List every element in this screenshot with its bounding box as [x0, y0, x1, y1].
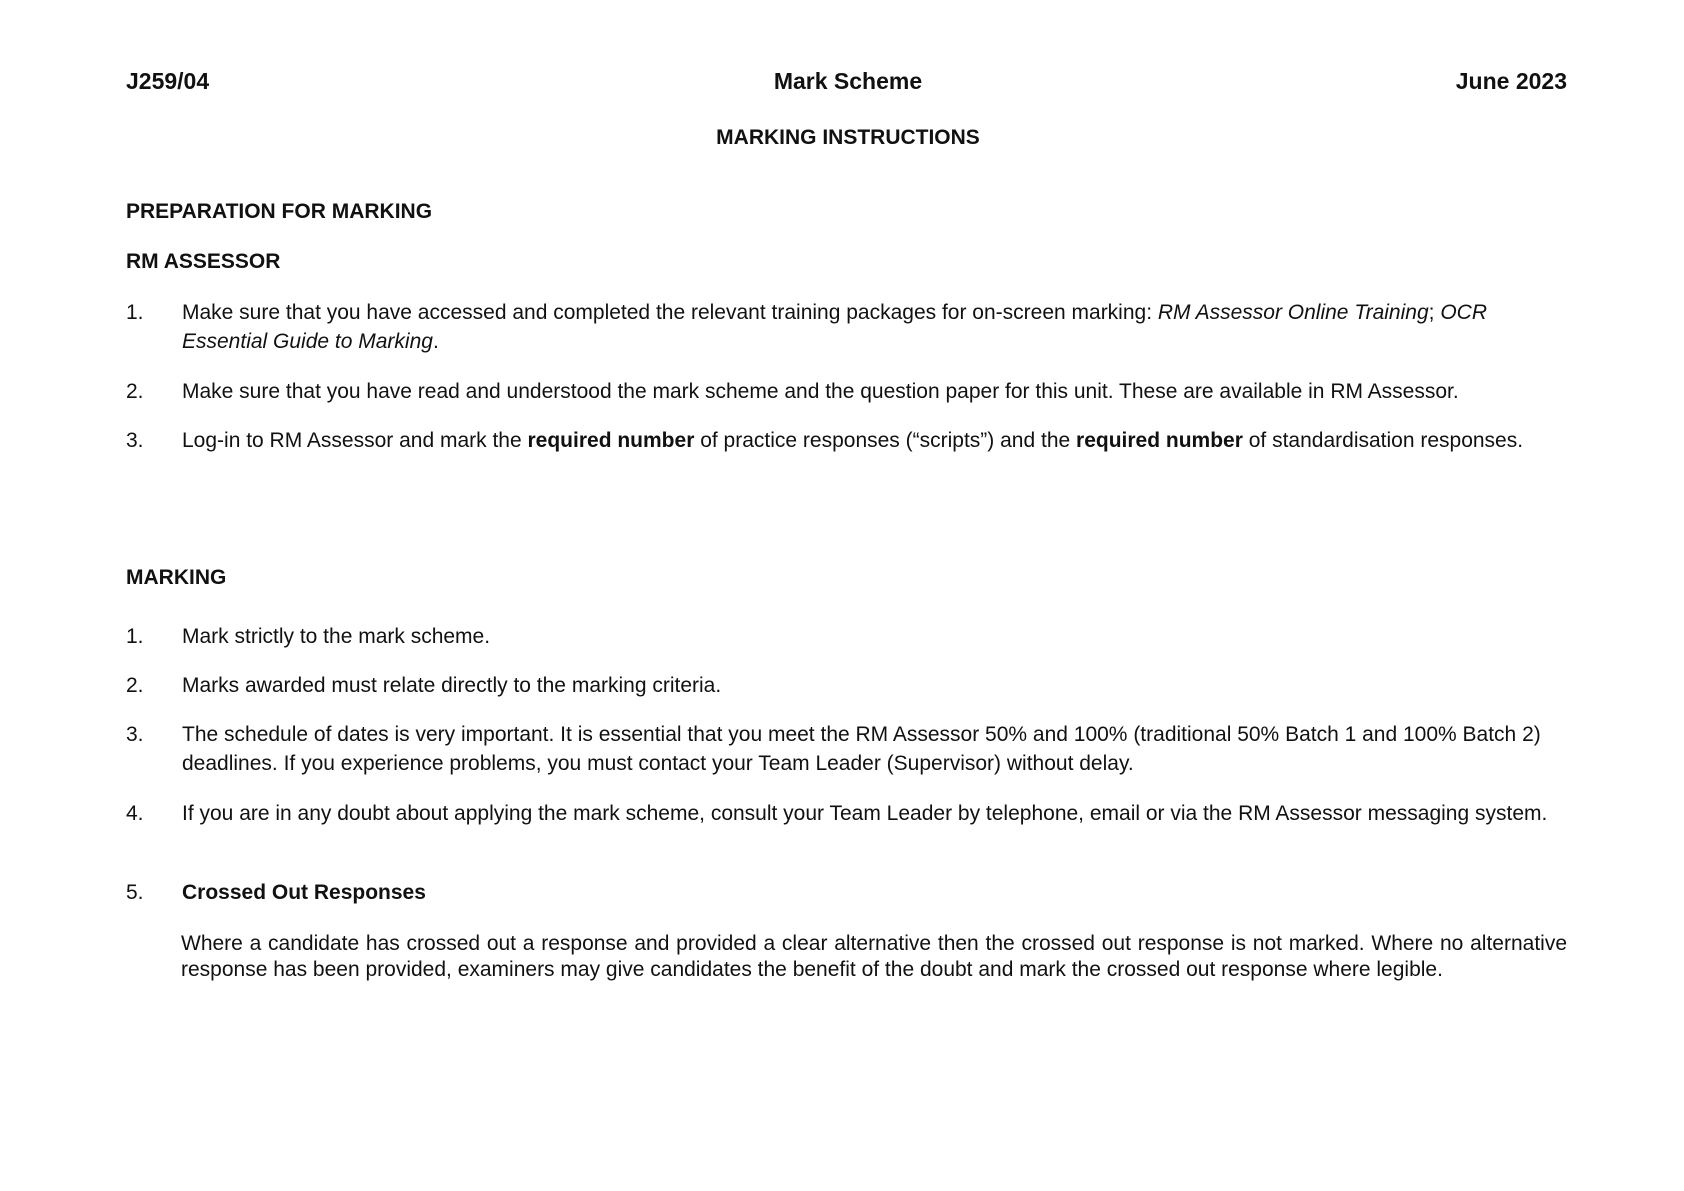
preparation-heading: PREPARATION FOR MARKING [126, 200, 433, 223]
list-item-text: Marks awarded must relate directly to the marking criteria. [182, 674, 722, 697]
header-date: June 2023 [1455, 68, 1567, 94]
header-title: Mark Scheme [773, 68, 923, 94]
list-number: 2. [126, 380, 144, 403]
list-number: 1. [126, 625, 144, 648]
paper-code: J259/04 [126, 68, 210, 94]
list-number: 5. [126, 881, 144, 904]
document-title: MARKING INSTRUCTIONS [716, 126, 980, 149]
list-item-text: Mark strictly to the mark scheme. [182, 625, 491, 648]
list-item-text: The schedule of dates is very important. It is essential that you meet the RM Assessor 50% and 100% (traditional 50% Batch 1 and 100% Batch 2) deadlines. If you experience problems, you must contact your Team Leader (Supervisor) without delay. [182, 723, 1541, 775]
list-number: 1. [126, 301, 144, 324]
list-item-text: Make sure that you have accessed and completed the relevant training packages for on-screen marking: RM Assessor Online Training; OCR Essential Guide to Marking. [182, 301, 1487, 353]
list-item-text: Log-in to RM Assessor and mark the required number of practice responses (“scripts”) and the required number of standardisation responses. [182, 429, 1524, 452]
marking-heading: MARKING [126, 566, 227, 589]
crossed-out-paragraph: Where a candidate has crossed out a response and provided a clear alternative then the crossed out response is not marked. Where no alternative response has been provided, examiners may give candidates the benefit of the doubt and mark the crossed out response where legible. [181, 932, 1567, 981]
list-item-text: Make sure that you have read and understood the mark scheme and the question paper for this unit. These are available in RM Assessor. [182, 380, 1459, 403]
rm-assessor-subheading: RM ASSESSOR [126, 250, 281, 273]
list-number: 2. [126, 674, 144, 697]
crossed-out-heading: Crossed Out Responses [182, 881, 426, 904]
list-number: 4. [126, 802, 144, 825]
list-number: 3. [126, 429, 144, 452]
list-item-text: If you are in any doubt about applying the mark scheme, consult your Team Leader by telephone, email or via the RM Assessor messaging system. [182, 802, 1548, 825]
list-number: 3. [126, 723, 144, 746]
